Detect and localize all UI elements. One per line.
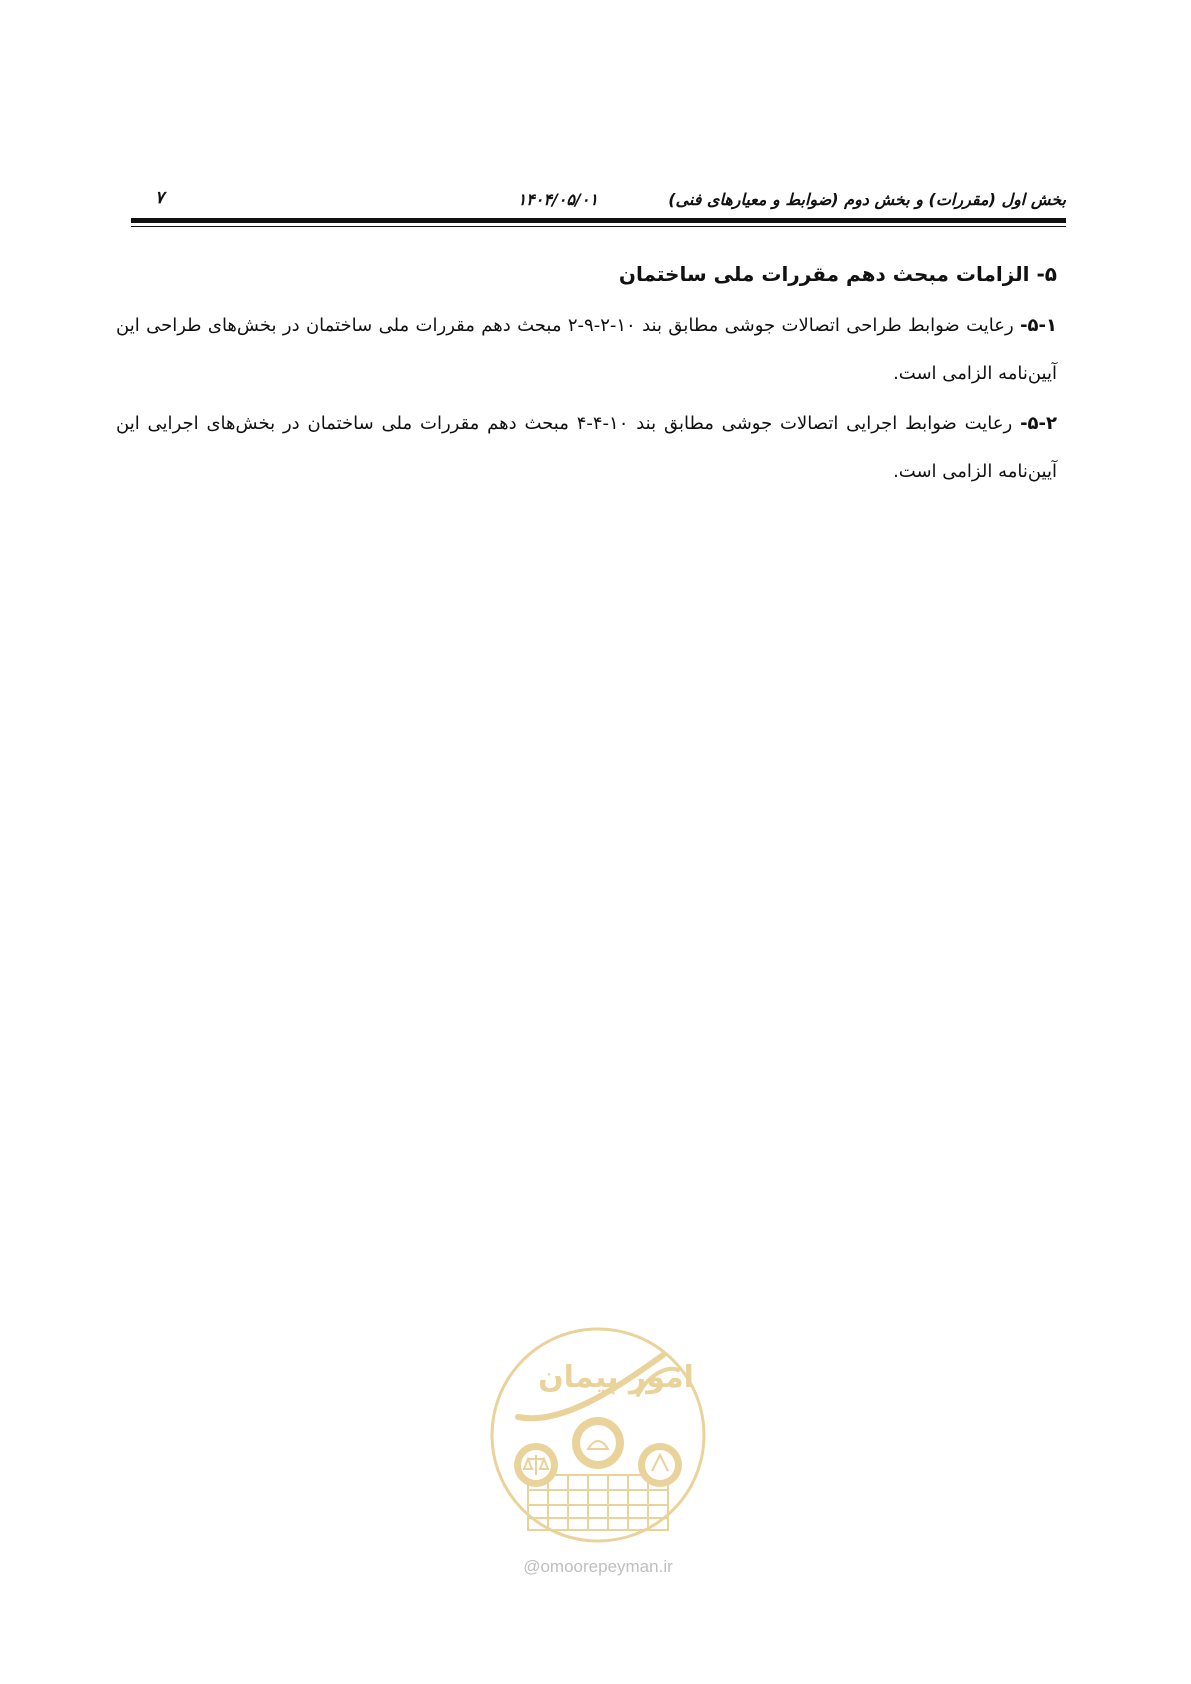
clause-text: رعایت ضوابط طراحی اتصالات جوشی مطابق بند ۱۰-۲-۹-۲ مبحث دهم مقررات ملی ساختمان در بخش‌های طراحی این آیین‌نامه الزامی است. bbox=[116, 315, 1057, 384]
clause-5-2 bbox=[116, 400, 1057, 496]
body-content bbox=[116, 254, 1057, 498]
header-title: بخش اول (مقررات) و بخش دوم (ضوابط و معیارهای فنی) bbox=[668, 190, 1066, 209]
section-heading: ۵- الزامات مبحث دهم مقررات ملی ساختمان bbox=[618, 262, 1057, 286]
watermark-logo-text: امور پیمان bbox=[538, 1360, 694, 1395]
header-rule-thin bbox=[131, 226, 1066, 227]
watermark bbox=[488, 1325, 708, 1585]
watermark-url: @omoorepeyman.ir bbox=[523, 1557, 673, 1576]
running-header bbox=[131, 186, 1066, 216]
clause-number: ۵-۱- bbox=[1020, 315, 1057, 336]
clause-5-1 bbox=[116, 302, 1057, 398]
page-number: ۷ bbox=[155, 188, 165, 208]
clause-text: رعایت ضوابط اجرایی اتصالات جوشی مطابق بند ۱۰-۴-۴ مبحث دهم مقررات ملی ساختمان در بخش‌های اجرایی این آیین‌نامه الزامی است. bbox=[116, 413, 1057, 482]
watermark-logo bbox=[488, 1325, 708, 1550]
header-rule-thick bbox=[131, 218, 1066, 223]
header-date: ۱۴۰۴/۰۵/۰۱ bbox=[517, 190, 598, 209]
clause-number: ۵-۲- bbox=[1020, 413, 1057, 434]
